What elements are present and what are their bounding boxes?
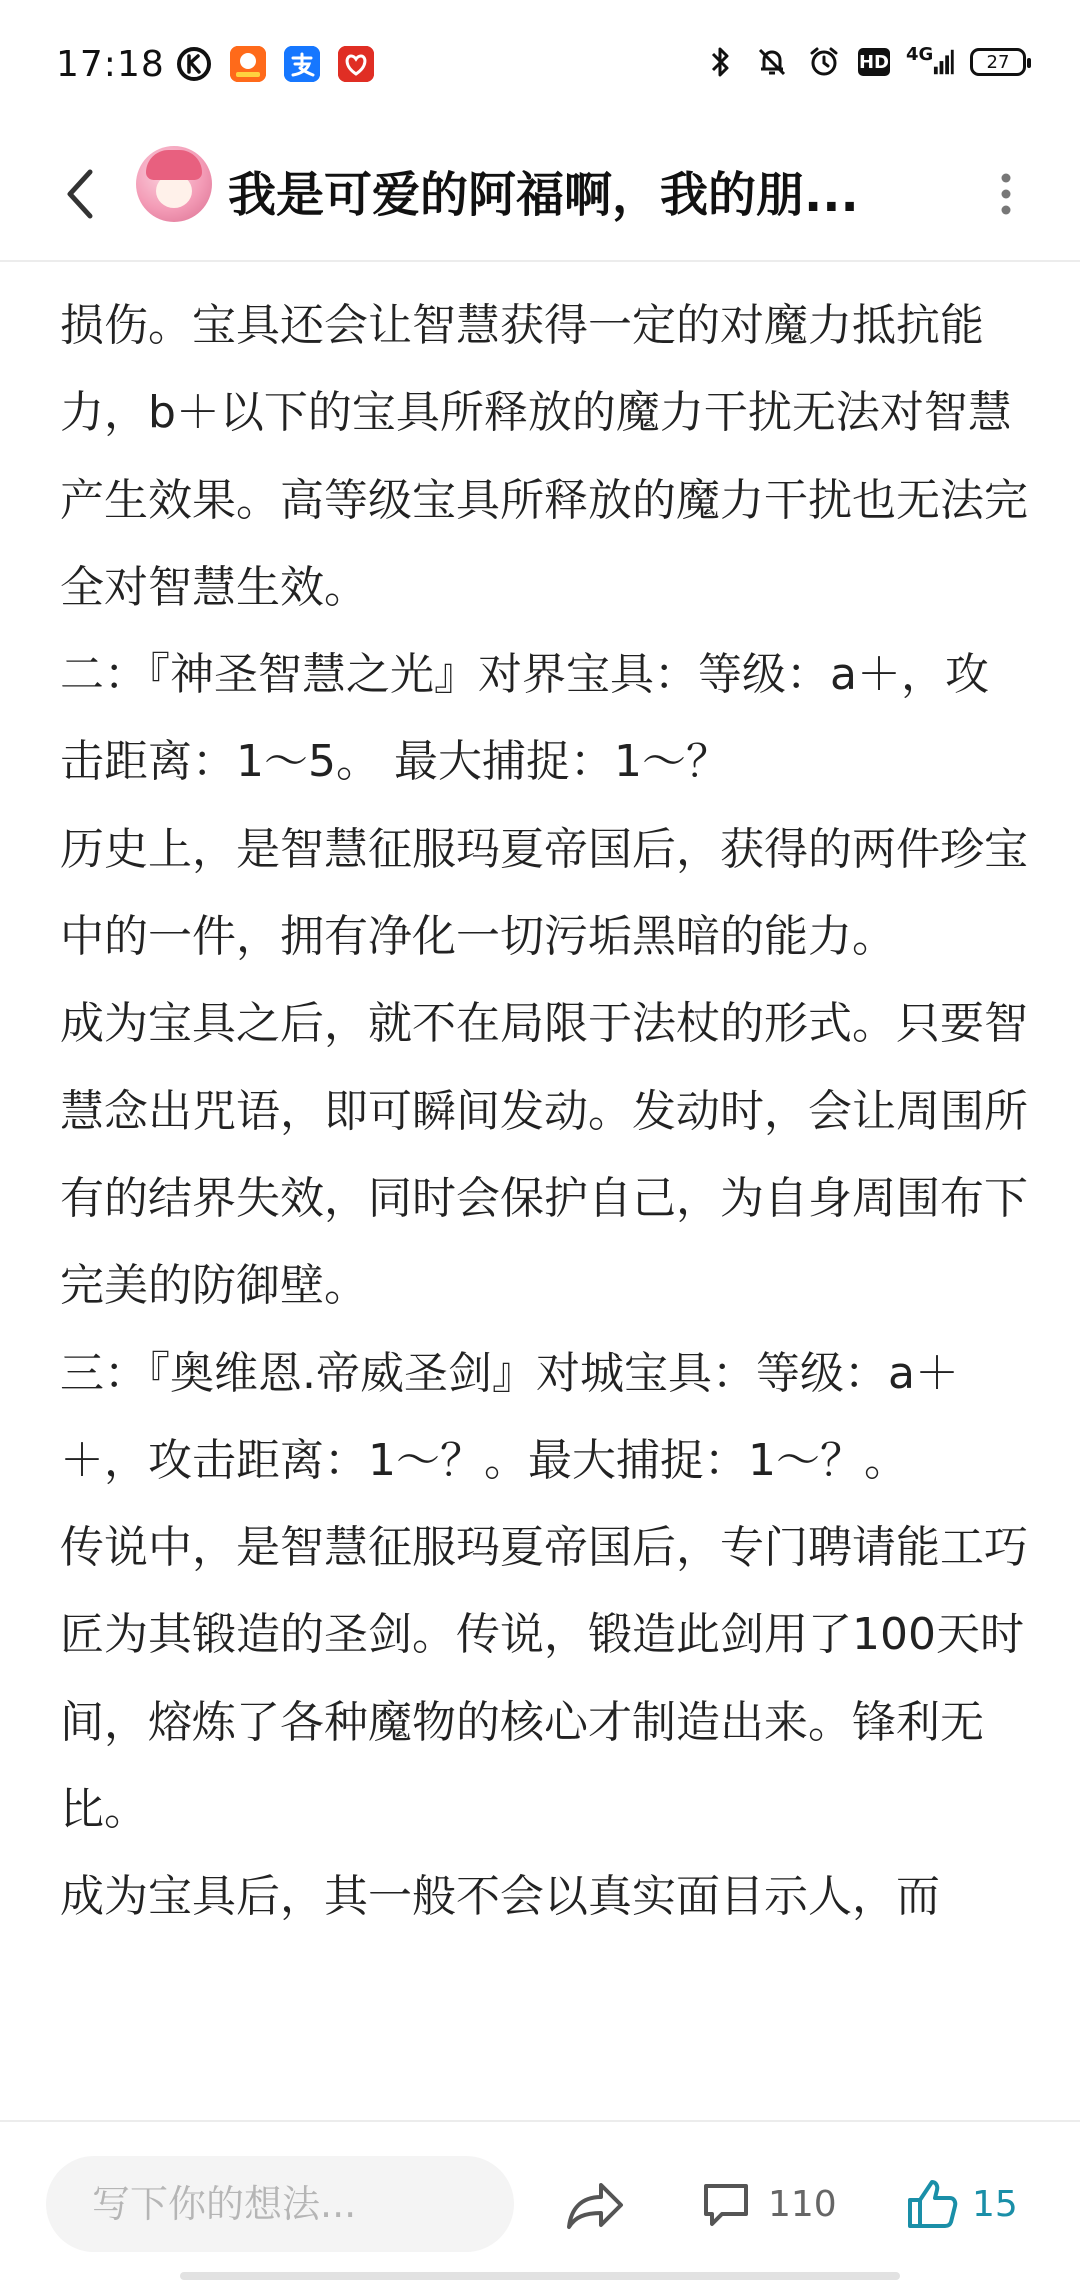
like-button[interactable] [904,2164,1018,2244]
thumbs-up-icon [904,2176,960,2232]
status-time: 17:18 [56,44,165,85]
chevron-left-icon [60,166,100,222]
comment-input[interactable] [46,2156,514,2252]
notification-icons [176,46,374,82]
share-button[interactable] [560,2170,630,2240]
top-app-bar [0,130,1080,262]
bluetooth-icon [702,44,738,80]
paragraph: 二：『神圣智慧之光』对界宝具：等级：a＋，攻击距离：1～5。 最大捕捉：1～？ [60,649,989,788]
bottom-action-bar [0,2120,1080,2280]
pinduoduo-icon [338,46,374,82]
status-bar [0,0,1080,130]
author-avatar[interactable] [136,146,212,222]
like-count: 15 [972,2183,1018,2225]
comment-count: 110 [768,2183,837,2225]
paragraph: 成为宝具后，其一般不会以真实面目示人，而 [60,1871,940,1923]
alipay-icon [284,46,320,82]
paragraph: 传说中，是智慧征服玛夏帝国后，专门聘请能工巧匠为其锻造的圣剑。传说，锻造此剑用了100天时间，熔炼了各种魔物的核心才制造出来。锋利无比。 [60,1522,1028,1836]
alarm-icon [806,44,842,80]
taobao-icon [230,46,266,82]
more-options-button[interactable] [976,156,1036,232]
back-button[interactable] [40,154,120,234]
article-body [60,282,1030,1941]
network-label: 4G [906,43,934,65]
comments-button[interactable] [700,2166,837,2242]
signal-4g-icon [906,44,954,80]
mute-icon [754,44,790,80]
k-app-icon [176,46,212,82]
paragraph: 损伤。宝具还会让智慧获得一定的对魔力抵抗能力，b＋以下的宝具所释放的魔力干扰无法对智慧产生效果。高等级宝具所释放的魔力干扰也无法完全对智慧生效。 [60,300,1028,613]
home-indicator [180,2272,900,2280]
paragraph: 历史上，是智慧征服玛夏帝国后，获得的两件珍宝中的一件，拥有净化一切污垢黑暗的能力。 [60,823,1028,963]
more-vertical-icon [998,172,1014,216]
paragraph: 三：『奥维恩.帝威圣剑』对城宝具：等级：a＋＋，攻击距离：1～？。最大捕捉：1～？。 [60,1347,959,1486]
share-icon [565,2179,625,2231]
hd-icon: HD [858,48,890,76]
system-icons [702,44,1026,80]
page-title: 我是可爱的阿福啊，我的朋... [228,167,859,223]
paragraph: 成为宝具之后，就不在局限于法杖的形式。只要智慧念出咒语，即可瞬间发动。发动时，会让周围所有的结界失效，同时会保护自己，为自身周围布下完美的防御壁。 [60,998,1028,1312]
comment-icon [700,2178,752,2230]
battery-icon: 27 [970,48,1026,76]
